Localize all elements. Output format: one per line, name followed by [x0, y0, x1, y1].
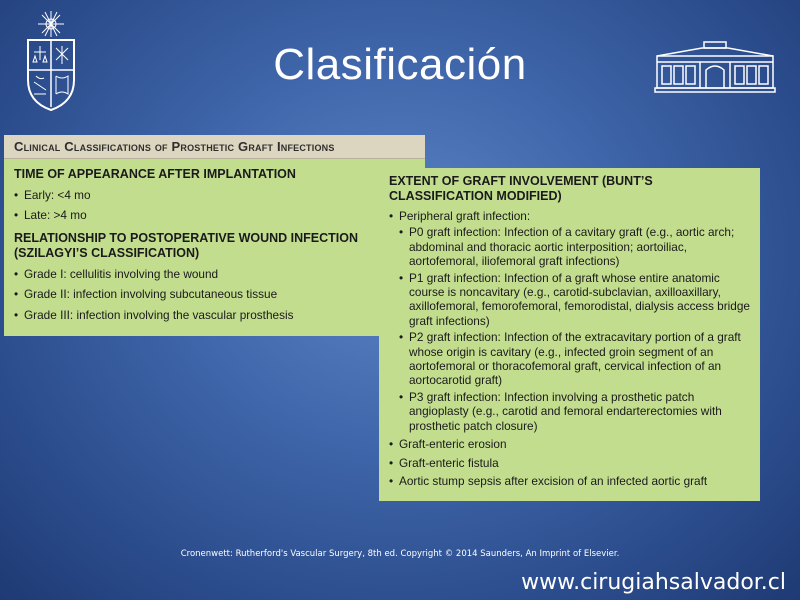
- list-item: • Graft-enteric erosion: [389, 437, 507, 452]
- list-item: • Grade II: infection involving subcutaneous tissue: [14, 287, 278, 302]
- slide-title: Clasificación: [273, 40, 527, 89]
- sub-list-item: • P0 graft infection: Infection of a cavitary graft (e.g., aortic arch; abdominal and thoracic aortic interposition; aortoiliac, aortofemoral, iliofemoral graft infections): [399, 225, 735, 269]
- szilagyi-heading: RELATIONSHIP TO POSTOPERATIVE WOUND INFECTION (SZILAGYI’S CLASSIFICATION): [14, 230, 359, 260]
- website-url: www.cirugiahsalvador.cl: [521, 570, 786, 595]
- classification-table-left: [4, 135, 425, 336]
- list-item: • Grade I: cellulitis involving the wound: [14, 266, 219, 281]
- list-item: • Aortic stump sepsis after excision of an infected aortic graft: [389, 473, 708, 488]
- list-item: • Graft-enteric fistula: [389, 455, 499, 470]
- sub-list-item: • P2 graft infection: Infection of the extracavitary portion of a graft whose origin is cavitary (e.g., infected groin segment of an aortofemoral or thoracofemoral graft, cervical infection of an aortocarotid graft): [399, 330, 741, 388]
- reference-citation: Cronenwett: Rutherford's Vascular Surgery, 8th ed. Copyright © 2014 Saunders, An Imprint of Elsevier.: [180, 549, 620, 559]
- list-item: • Late: >4 mo: [14, 208, 87, 223]
- sub-list-item: • P1 graft infection: Infection of a graft whose entire anatomic course is noncavitary (e.g., carotid-subclavian, axilloaxillary, axillofemoral, femorofemoral, femorodistal, dialysis access bridge graft infections): [399, 270, 750, 328]
- list-item: • Peripheral graft infection:: [389, 209, 531, 223]
- timing-heading: TIME OF APPEARANCE AFTER IMPLANTATION: [14, 167, 296, 181]
- list-item: • Early: <4 mo: [14, 188, 91, 202]
- sub-list-item: • P3 graft infection: Infection involving a prosthetic patch angioplasty (e.g., carotid and femoral endarterectomies with prosthetic patch closure): [399, 389, 722, 433]
- classification-table-right: [379, 168, 760, 501]
- list-item: • Grade III: infection involving the vascular prosthesis: [14, 307, 294, 322]
- bunt-heading: EXTENT OF GRAFT INVOLVEMENT (BUNT’S CLASSIFICATION MODIFIED): [389, 174, 653, 203]
- table-header: Clinical Classifications of Prosthetic Graft Infections: [4, 135, 425, 159]
